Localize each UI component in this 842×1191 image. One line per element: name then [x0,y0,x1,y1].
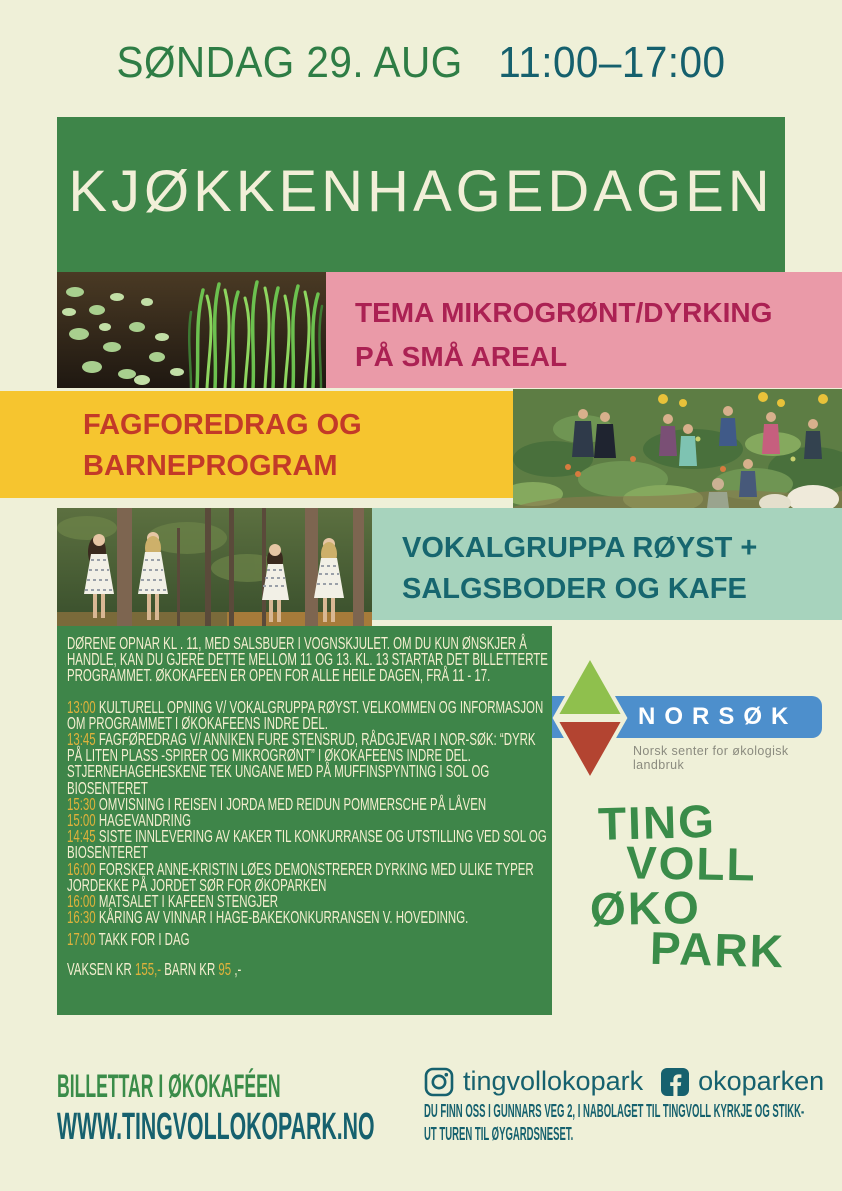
program-item-time: 16:00 [67,891,96,912]
vocal-band [372,508,842,620]
program-item [67,729,552,766]
program-block [57,626,552,1015]
talks-line1: FAGFOREDRAG OG [83,409,362,441]
program-item-time: 14:45 [67,826,96,847]
price-line [67,958,552,979]
program-item-time: 15:30 [67,793,96,814]
program-item-text: SISTE INNLEVERING AV KAKER TIL KONKURRANSE OG UTSTILLING VED SOL OG BIOSENTERET [67,826,547,863]
program-item-time: 17:00 [67,929,96,950]
norsok-name: NORSØK [638,703,798,730]
garden-illustration [513,389,842,508]
price-child-label: BARN KR [164,958,216,979]
talks-band-text [0,391,513,487]
program-item-time: 13:45 [67,729,96,750]
facebook-handle: okoparken [698,1066,825,1096]
program-item [67,858,552,895]
program-item [67,907,552,928]
norsok-diamond-icon [548,652,632,784]
event-date: SØNDAG 29. AUG [116,38,463,87]
event-hours: 11:00–17:00 [498,38,726,87]
facebook-icon [661,1068,689,1096]
address-line2: UT TUREN TIL ØYGARDSNESET. [424,1124,574,1144]
page-title: KJØKKENHAGEDAGEN [68,159,774,224]
program-item [67,826,552,863]
program-item [67,761,552,798]
program-item-text: HAGEVANDRING [98,810,192,831]
program-item-time: 16:30 [67,907,96,928]
instagram-icon [424,1067,454,1097]
price-child-suffix: ,- [234,958,242,979]
program-item-time: 15:00 [67,810,96,831]
program-item-text: KULTURELL OPNING V/ VOKALGRUPPA RØYST. VELKOMMEN OG INFORMASJON OM PROGRAMMET I ØKOKAFEENS INDRE DEL. [67,696,544,733]
vocal-line2: SALGSBODER OG KAFE [402,573,747,605]
microgreens-illustration [57,272,326,388]
vocal-group-illustration [57,508,372,626]
okopark-line1: TING [597,794,717,850]
program-item-time: 16:00 [67,858,96,879]
program-item [67,929,552,950]
website-url: WWW.TINGVOLLOKOPARK.NO [57,1106,375,1148]
price-adult-label: VAKSEN KR [67,958,132,979]
okopark-logo [560,794,820,978]
social-row [424,1066,824,1097]
program-item-text: STJERNEHAGEHESKENE TEK UNGANE MED PÅ MUFFINSPYNTING I SOL OG BIOSENTERET [67,761,490,798]
address-text [424,1100,804,1146]
program-item-text: TAKK FOR I DAG [98,929,190,950]
program-item-text: FORSKER ANNE-KRISTIN LØES DEMONSTRERER DYRKING MED ULIKE TYPER JORDEKKE PÅ JORDET SØR FOR ØKOPARKEN [67,858,534,895]
talks-line2: BARNEPROGRAM [83,450,338,482]
tickets-note: BILLETTAR I ØKOKAFÉEN [57,1068,281,1104]
okopark-line3: ØKO [589,881,702,936]
microgreens-photo [57,272,326,388]
program-item-text: MATSALET I KAFEEN STENGJER [98,891,279,912]
program-text [67,635,552,977]
theme-line1: TEMA MIKROGRØNT/DYRKING [355,297,773,328]
program-item [67,696,552,733]
program-item-time: 13:00 [67,696,96,717]
header-date-time [34,38,809,88]
price-child-value: 95 [218,958,232,979]
vocal-band-text [372,508,842,610]
program-item-text: FAGFØREDRAG V/ ANNIKEN FURE STENSRUD, RÅDGJEVAR I NOR-SØK: “DYRK PÅ LITEN PLASS -SPIRER OG MIKROGRØNT” I ØKOKAFEENS INDRE DEL. [67,729,536,766]
talks-band [0,391,513,498]
vocal-line1: VOKALGRUPPA RØYST + [402,532,758,564]
title-banner [57,117,785,273]
program-intro: DØRENE OPNAR KL . 11, MED SALSBUER I VOGNSKJULET. OM DU KUN ØNSKJER Å HANDLE, KAN DU GJERE DETTE MELLOM 11 OG 13. KL. 13 STARTAR DET BILLETTERTE PROGRAMMET. ØKOKAFEEN ER OPEN FOR ALLE HEILE DAGEN, FRÅ 11 - 17. [67,633,548,686]
okopark-line4: PARK [649,921,786,978]
instagram-handle: tingvollokopark [463,1066,644,1096]
theme-band [326,272,842,388]
program-item-text: OMVISNING I REISEN I JORDA MED REIDUN POMMERSCHE PÅ LÅVEN [98,793,487,814]
theme-line2: PÅ SMÅ AREAL [355,341,568,372]
price-adult-value: 155,- [134,958,162,979]
theme-band-text [326,272,842,379]
okopark-line2: VOLL [625,836,758,891]
program-item-text: KÅRING AV VINNAR I HAGE-BAKEKONKURRANSEN V. HOVEDINNG. [98,907,469,928]
garden-crowd-photo [513,389,842,508]
address-line1: DU FINN OSS I GUNNARS VEG 2, I NABOLAGET TIL TINGVOLL KYRKJE OG STIKK- [424,1101,805,1121]
norsok-tagline: Norsk senter for økologisk landbruk [633,744,789,772]
vocal-group-photo [57,508,372,626]
